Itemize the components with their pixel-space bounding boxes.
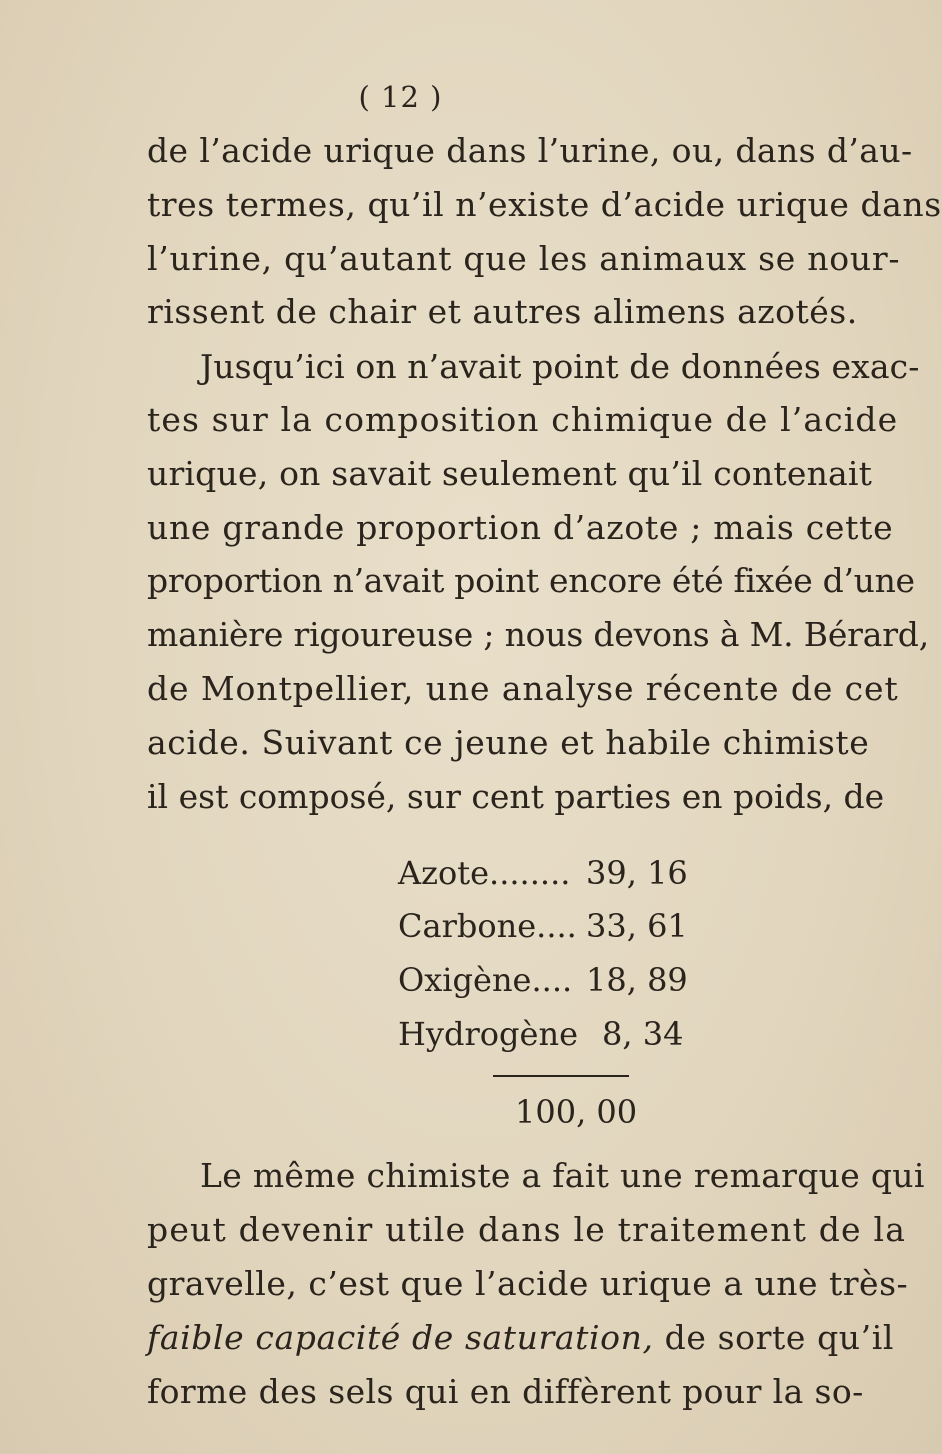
composition-value: 33, 61	[586, 907, 688, 945]
italic-word: faible	[147, 1318, 245, 1357]
element-label: Hydrogène	[398, 1015, 578, 1053]
italic-phrase: capacité de saturation,	[255, 1318, 654, 1357]
text-line: acide. Suivant ce jeune et habile chimiste	[147, 723, 870, 762]
page-number: ( 12 )	[358, 80, 443, 114]
text-line: proportion n’avait point encore été fixée d’une	[147, 561, 915, 600]
text-line: urique, on savait seulement qu’il contenait	[147, 454, 873, 493]
text-line: de Montpellier, une analyse récente de cet	[147, 669, 899, 708]
composition-value: 8, 34	[602, 1015, 684, 1053]
text-line: gravelle, c’est que l’acide urique a une très-	[147, 1264, 909, 1303]
composition-row	[398, 1015, 578, 1053]
element-label: Carbone....	[398, 907, 577, 945]
text-line: l’urine, qu’autant que les animaux se nour-	[147, 239, 901, 278]
composition-row	[398, 854, 571, 892]
text-line: Le même chimiste a fait une remarque qui	[200, 1156, 925, 1195]
composition-total: 100, 00	[515, 1093, 638, 1131]
sum-rule	[493, 1075, 629, 1077]
composition-value: 39, 16	[586, 854, 688, 892]
text-line	[147, 1318, 895, 1357]
text-line: tes sur la composition chimique de l’acide	[147, 400, 899, 439]
line-tail: de sorte qu’il	[653, 1318, 895, 1357]
text-line: manière rigoureuse ; nous devons à M. Bérard,	[147, 615, 929, 654]
text-line: il est composé, sur cent parties en poids, de	[147, 777, 885, 816]
text-line: Jusqu’ici on n’avait point de données exac-	[200, 347, 920, 386]
element-label: Oxigène....	[398, 961, 573, 999]
text-line: peut devenir utile dans le traitement de la	[147, 1210, 907, 1249]
text-line: rissent de chair et autres alimens azotés.	[147, 292, 858, 331]
text-line: de l’acide urique dans l’urine, ou, dans d’au-	[147, 131, 913, 170]
composition-value: 18, 89	[586, 961, 688, 999]
element-label: Azote........	[398, 854, 571, 892]
text-line: tres termes, qu’il n’existe d’acide urique dans	[147, 185, 942, 224]
composition-row	[398, 961, 573, 999]
composition-row	[398, 907, 577, 945]
text-line: forme des sels qui en diffèrent pour la so-	[147, 1372, 864, 1411]
text-line: une grande proportion d’azote ; mais cette	[147, 508, 894, 547]
